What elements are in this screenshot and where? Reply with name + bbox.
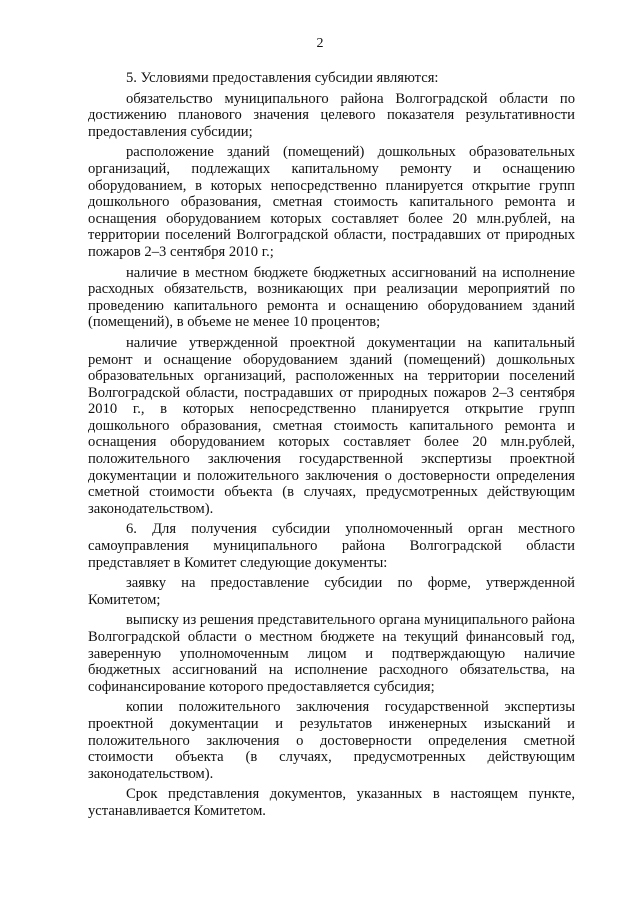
paragraph-document-expertise-copies: копии положительного заключения государственной экспертизы проектной документации и результатов инженерных изысканий и положительного заключения о достоверности определения сметной стоимости объекта (в случаях, предусмотренных действующим законодательством). xyxy=(88,699,575,782)
paragraph-submission-deadline: Срок представления документов, указанных в настоящем пункте, устанавливается Комитетом. xyxy=(88,786,575,819)
paragraph-document-budget-extract: выписку из решения представительного органа муниципального района Волгоградской области о местном бюджете на текущий финансовый год, заверенную уполномоченным лицом и подтверждающую наличие бюджетных ассигнований на исполнение расходного обязательства, на софинансирование которого предоставляется субсидия; xyxy=(88,612,575,695)
document-body xyxy=(88,70,575,824)
paragraph-condition-budget: наличие в местном бюджете бюджетных ассигнований на исполнение расходных обязательств, возникающих при реализации мероприятий по проведению капитального ремонта и оснащению оборудованием зданий (помещений), в объеме не менее 10 процентов; xyxy=(88,264,575,331)
paragraph-conditions-heading: 5. Условиями предоставления субсидии являются: xyxy=(126,70,439,86)
paragraph-document-application: заявку на предоставление субсидии по форме, утвержденной Комитетом; xyxy=(88,575,575,608)
paragraph-documents-heading: 6. Для получения субсидии уполномоченный орган местного самоуправления муниципального района Волгоградской области представляет в Комитет следующие документы: xyxy=(88,521,575,571)
paragraph-condition-obligation: обязательство муниципального района Волгоградской области по достижению планового значения целевого показателя результативности предоставления субсидии; xyxy=(88,90,575,140)
page-number: 2 xyxy=(316,36,324,51)
paragraph-condition-documentation: наличие утвержденной проектной документации на капитальный ремонт и оснащение оборудованием зданий (помещений) дошкольных образовательных организаций, расположенных на территории поселений Волгоградской области, пострадавших от природных пожаров 2–3 сентября 2010 г., в которых непосредственно планируется открытие групп дошкольного образования, сметная стоимость капитального ремонта и оснащения оборудованием которых составляет более 20 млн.рублей, положительного заключения государственной экспертизы проектной документации и положительного заключения о достоверности определения сметной стоимости объекта (в случаях, предусмотренных действующим законодательством). xyxy=(88,334,575,517)
paragraph-condition-location: расположение зданий (помещений) дошкольных образовательных организаций, подлежащих капитальному ремонту и оснащению оборудованием, в которых непосредственно планируется открытие групп дошкольного образования, сметная стоимость капитального ремонта и оснащения оборудованием которых составляет более 20 млн.рублей, на территории поселений Волгоградской области, пострадавших от природных пожаров 2–3 сентября 2010 г.; xyxy=(88,144,575,260)
